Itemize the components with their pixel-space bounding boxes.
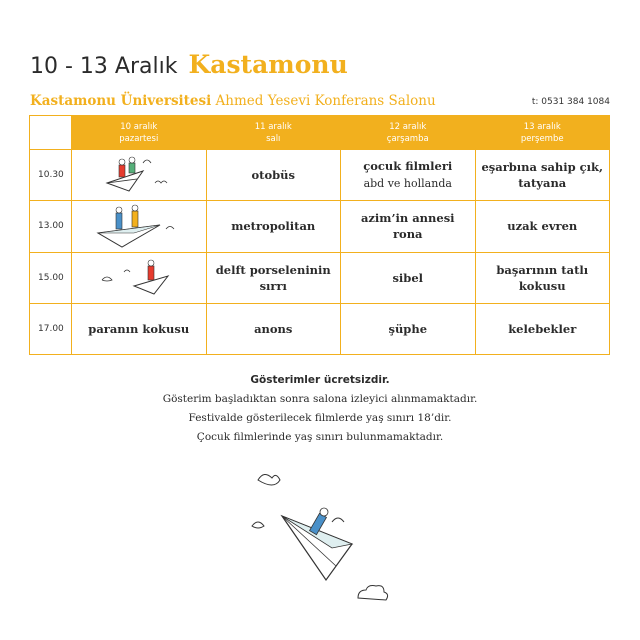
day-header [341, 116, 476, 150]
day-date: 13 aralık [523, 121, 561, 132]
paper-plane-riders-icon [94, 258, 184, 298]
paper-plane-riders-icon [99, 153, 179, 197]
film-cell: başarının tatlı kokusu [475, 252, 610, 303]
page-title [30, 50, 348, 82]
table-row [30, 252, 610, 303]
festival-city: Kastamonu [188, 50, 348, 79]
table-row [30, 150, 610, 201]
film-subtitle: abd ve hollanda [363, 177, 452, 191]
day-header [72, 116, 207, 150]
film-cell: otobüs [206, 150, 341, 201]
day-date: 10 aralık [120, 121, 158, 132]
paper-plane-riders-icon [240, 462, 400, 612]
film-cell: sibel [341, 252, 476, 303]
illustration-cell [72, 150, 207, 201]
film-cell: delft porseleninin sırrı [206, 252, 341, 303]
day-header [475, 116, 610, 150]
day-date: 12 aralık [389, 121, 427, 132]
film-cell: eşarbına sahip çık, tatyana [475, 150, 610, 201]
table-row [30, 201, 610, 252]
day-header [206, 116, 341, 150]
film-cell: anons [206, 303, 341, 354]
day-weekday: çarşamba [386, 133, 429, 144]
day-weekday: salı [266, 133, 281, 144]
bird-icon [258, 474, 280, 485]
time-cell: 10.30 [30, 150, 72, 201]
day-date: 11 aralık [254, 121, 292, 132]
venue-hall: Ahmed Yesevi Konferans Salonu [215, 93, 436, 109]
phone-number: t: 0531 384 1084 [531, 97, 610, 107]
schedule-table [29, 115, 610, 355]
film-cell: azim’in annesi rona [341, 201, 476, 252]
notes-line: Gösterim başladıktan sonra salona izleyici alınmamaktadır. [162, 393, 478, 405]
film-cell: metropolitan [206, 201, 341, 252]
table-row [30, 303, 610, 354]
time-cell: 15.00 [30, 252, 72, 303]
schedule-header-row [30, 116, 610, 150]
film-cell: paranın kokusu [72, 303, 207, 354]
illustration-cell [72, 201, 207, 252]
notes-heading: Gösterimler ücretsizdir. [250, 374, 390, 386]
film-cell: kelebekler [475, 303, 610, 354]
time-cell: 13.00 [30, 201, 72, 252]
cloud-icon [358, 586, 388, 601]
paper-plane-riders-icon [94, 203, 184, 249]
film-cell: uzak evren [475, 201, 610, 252]
film-cell [341, 150, 476, 201]
day-weekday: pazartesi [119, 133, 159, 144]
venue-university: Kastamonu Üniversitesi [30, 93, 212, 109]
notes-line: Çocuk filmlerinde yaş sınırı bulunmamaktadır. [196, 431, 444, 443]
notes [0, 371, 640, 447]
time-cell: 17.00 [30, 303, 72, 354]
film-cell: şüphe [341, 303, 476, 354]
header-corner [30, 116, 72, 150]
festival-dates: 10 - 13 Aralık [30, 54, 178, 79]
venue [30, 93, 436, 109]
illustration-cell [72, 252, 207, 303]
day-weekday: perşembe [520, 133, 564, 144]
film-title: çocuk filmleri [363, 159, 453, 174]
bird-icon [252, 522, 264, 528]
notes-line: Festivalde gösterilecek filmlerde yaş sınırı 18’dir. [188, 412, 452, 424]
